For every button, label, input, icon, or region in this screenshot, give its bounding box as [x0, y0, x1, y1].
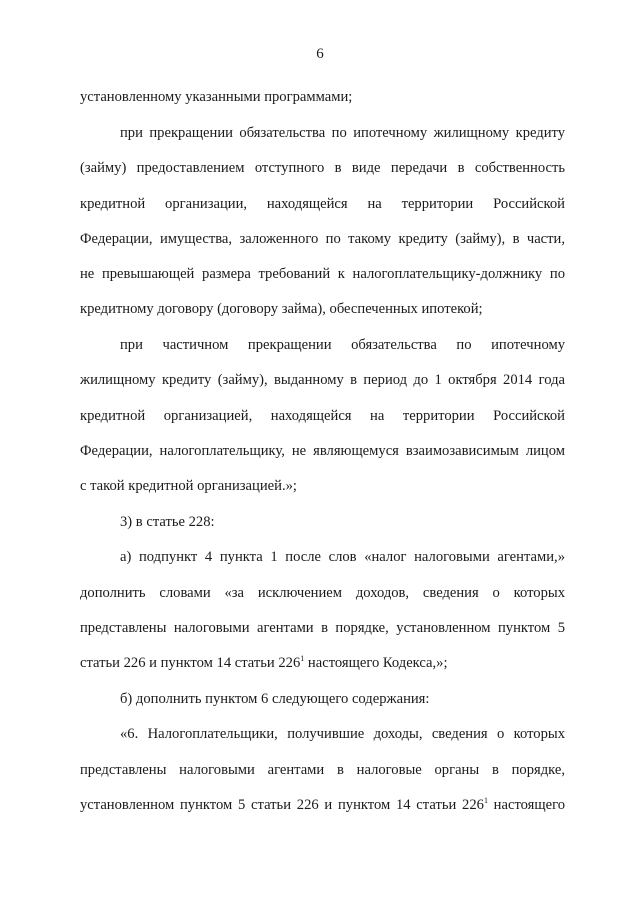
text-line — [80, 371, 565, 389]
text-line — [80, 477, 565, 495]
text-line-content: Федерации, налогоплательщику, не являющемуся взаимозависимым лицом — [80, 443, 565, 459]
text-line-content: (займу) предоставлением отступного в виде передачи в собственность — [80, 160, 565, 176]
text-line-content: а) подпункт 4 пункта 1 после слов «налог налоговыми агентами,» — [120, 549, 565, 565]
text-line — [80, 654, 565, 672]
text-line — [120, 336, 565, 354]
text-line-content: кредитному договору (договору займа), обеспеченных ипотекой; — [80, 301, 483, 317]
text-line-continuation: настоящего Кодекса,»; — [304, 655, 448, 671]
text-line — [80, 761, 565, 779]
text-line-content: 3) в статье 228: — [120, 514, 215, 530]
text-line — [80, 159, 565, 177]
text-line — [80, 265, 565, 283]
text-line-content: с такой кредитной организацией.»; — [80, 478, 297, 494]
text-line-content: при частичном прекращении обязательства по ипотечному — [120, 337, 565, 353]
text-line-content: кредитной организации, находящейся на территории Российской — [80, 196, 565, 212]
text-line-content: представлены налоговыми агентами в налоговые органы в порядке, — [80, 762, 565, 778]
text-line — [80, 442, 565, 460]
text-line-content: жилищному кредиту (займу), выданному в период до 1 октября 2014 года — [80, 372, 565, 388]
text-line — [120, 124, 565, 142]
text-line — [120, 513, 565, 531]
text-line-content: б) дополнить пунктом 6 следующего содержания: — [120, 691, 430, 707]
text-line-content: кредитной организацией, находящейся на территории Российской — [80, 408, 565, 424]
text-line — [80, 300, 565, 318]
text-line-content: представлены налоговыми агентами в порядке, установленном пунктом 5 — [80, 620, 565, 636]
text-line-content: Федерации, имущества, заложенного по такому кредиту (займу), в части, — [80, 231, 565, 247]
text-line-content: установленному указанными программами; — [80, 89, 353, 105]
text-line — [80, 195, 565, 213]
text-line-content: дополнить словами «за исключением доходов, сведения о которых — [80, 585, 565, 601]
text-line — [80, 619, 565, 637]
text-line — [120, 690, 565, 708]
text-line — [120, 725, 565, 743]
text-line — [120, 548, 565, 566]
text-line — [80, 796, 565, 814]
superscript: 1 — [483, 796, 488, 806]
text-line-content: при прекращении обязательства по ипотечному жилищному кредиту — [120, 125, 565, 141]
text-line — [80, 88, 565, 106]
page-number: 6 — [316, 46, 324, 62]
text-line — [80, 584, 565, 602]
text-line — [80, 407, 565, 425]
text-line-content: не превышающей размера требований к налогоплательщику-должнику по — [80, 266, 565, 282]
text-line-continuation: настоящего — [487, 797, 566, 813]
text-line-content: статьи 226 и пунктом 14 статьи 226 — [80, 655, 301, 671]
text-line-content: установленном пунктом 5 статьи 226 и пунктом 14 статьи 226 — [80, 797, 484, 813]
superscript: 1 — [300, 654, 305, 664]
text-line-content: «6. Налогоплательщики, получившие доходы, сведения о которых — [120, 726, 565, 742]
text-line — [80, 230, 565, 248]
